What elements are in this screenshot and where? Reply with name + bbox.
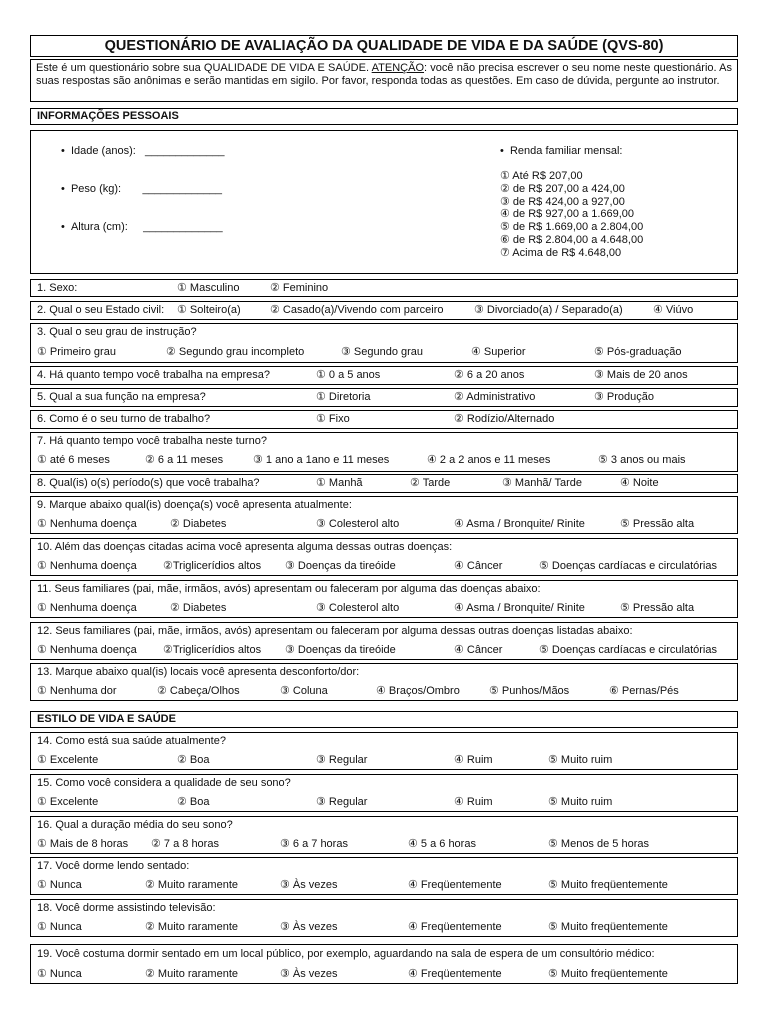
question-12 (30, 622, 738, 660)
answer-option[interactable]: ① Diretoria (316, 391, 371, 403)
question-9 (30, 496, 738, 534)
answer-option[interactable]: ① Nenhuma dor (37, 685, 117, 697)
question-text: 6. Como é o seu turno de trabalho? (37, 413, 211, 425)
answer-option[interactable]: ④ Freqüentemente (408, 968, 502, 980)
answer-option[interactable]: ④ Asma / Bronquite/ Rinite (454, 602, 585, 614)
answer-option[interactable]: ① Nenhuma doença (37, 602, 137, 614)
answer-option[interactable]: ④ Noite (620, 477, 659, 489)
answer-option[interactable]: ③ Divorciado(a) / Separado(a) (474, 304, 623, 316)
question-text: 7. Há quanto tempo você trabalha neste turno? (37, 435, 267, 447)
answer-option[interactable]: ③ Colesterol alto (316, 518, 400, 530)
question-text: 17. Você dorme lendo sentado: (37, 860, 190, 872)
weight-label: Peso (kg): (70, 183, 122, 195)
answer-option[interactable]: ③ Regular (316, 754, 368, 766)
answer-option[interactable]: ③ 6 a 7 horas (280, 838, 348, 850)
answer-option[interactable]: ② Boa (177, 796, 210, 808)
answer-option[interactable]: ④ 2 a 2 anos e 11 meses (427, 454, 551, 466)
answer-option[interactable]: ② Segundo grau incompleto (166, 346, 305, 358)
answer-option[interactable]: ② Muito raramente (145, 879, 239, 891)
question-15 (30, 774, 738, 812)
question-text: 11. Seus familiares (pai, mãe, irmãos, avós) apresentam ou faleceram por alguma das doenças abaixo: (37, 583, 541, 595)
questionnaire-title: QUESTIONÁRIO DE AVALIAÇÃO DA QUALIDADE DE VIDA E DA SAÚDE (QVS-80) (30, 35, 738, 57)
answer-option[interactable]: ① Nunca (37, 968, 82, 980)
answer-option[interactable]: ① Solteiro(a) (177, 304, 241, 316)
question-text: 2. Qual o seu Estado civil: (37, 304, 165, 316)
question-text: 1. Sexo: (37, 282, 78, 294)
answer-option[interactable]: ②Triglicerídios altos (163, 644, 262, 656)
answer-option[interactable]: ⑤ Menos de 5 horas (548, 838, 649, 850)
answer-option[interactable]: ② Muito raramente (145, 921, 239, 933)
income-option[interactable]: ⑥ de R$ 2.804,00 a 4.648,00 (500, 233, 644, 246)
answer-option[interactable]: ③ Regular (316, 796, 368, 808)
answer-option[interactable]: ② Rodízio/Alternado (454, 413, 555, 425)
answer-option[interactable]: ② Tarde (410, 477, 451, 489)
answer-option[interactable]: ② 7 a 8 horas (151, 838, 219, 850)
answer-option[interactable]: ① até 6 meses (37, 454, 110, 466)
question-text: 5. Qual a sua função na empresa? (37, 391, 206, 403)
income-option[interactable]: ⑦ Acima de R$ 4.648,00 (500, 246, 622, 259)
answer-option[interactable]: ③ Produção (594, 391, 655, 403)
question-1 (30, 279, 738, 297)
income-option[interactable]: ③ de R$ 424,00 a 927,00 (500, 195, 625, 208)
answer-option[interactable]: ⑤ Muito freqüentemente (548, 968, 668, 980)
intro-text-1: Este é um questionário sobre sua QUALIDADE DE VIDA E SAÚDE. (36, 62, 370, 74)
section-personal-header: INFORMAÇÕES PESSOAIS (30, 108, 738, 125)
question-text: 14. Como está sua saúde atualmente? (37, 735, 226, 747)
answer-option[interactable]: ④ Superior (471, 346, 526, 358)
question-text: 13. Marque abaixo qual(is) locais você apresenta desconforto/dor: (37, 666, 360, 678)
question-18 (30, 899, 738, 937)
answer-option[interactable]: ③ Mais de 20 anos (594, 369, 688, 381)
answer-option[interactable]: ③ Segundo grau (341, 346, 424, 358)
answer-option[interactable]: ① Nunca (37, 921, 82, 933)
answer-option[interactable]: ① Fixo (316, 413, 350, 425)
question-text: 18. Você dorme assistindo televisão: (37, 902, 216, 914)
answer-option[interactable]: ② Diabetes (170, 518, 227, 530)
question-text: 9. Marque abaixo qual(is) doença(s) você apresenta atualmente: (37, 499, 352, 511)
answer-option[interactable]: ② Boa (177, 754, 210, 766)
question-7 (30, 432, 738, 472)
answer-option[interactable]: ① Nenhuma doença (37, 560, 137, 572)
answer-option[interactable]: ④ Câncer (454, 644, 503, 656)
answer-option[interactable]: ④ Asma / Bronquite/ Rinite (454, 518, 585, 530)
age-label: Idade (anos): (70, 145, 136, 157)
answer-option[interactable]: ① 0 a 5 anos (316, 369, 381, 381)
question-text: 12. Seus familiares (pai, mãe, irmãos, avós) apresentam ou faleceram por alguma dessas outras doenças listadas abaixo: (37, 625, 633, 637)
answer-option[interactable]: ② Feminino (270, 282, 329, 294)
weight-field[interactable]: • Peso (kg): _____________ (61, 183, 223, 195)
question-5 (30, 388, 738, 407)
weight-blank[interactable]: _____________ (142, 183, 223, 195)
answer-option[interactable]: ① Excelente (37, 796, 99, 808)
answer-option[interactable]: ③ 1 ano a 1ano e 11 meses (253, 454, 390, 466)
question-text: 19. Você costuma dormir sentado em um local público, por exemplo, aguardando na sala de espera de um consultório médico: (37, 948, 655, 960)
answer-option[interactable]: ④ Viúvo (653, 304, 694, 316)
height-blank[interactable]: _____________ (143, 221, 223, 233)
age-blank[interactable]: _____________ (144, 145, 225, 157)
question-text: 10. Além das doenças citadas acima você apresenta alguma dessas outras doenças: (37, 541, 453, 553)
answer-option[interactable]: ⑤ Muito freqüentemente (548, 879, 668, 891)
answer-option[interactable]: ⑤ Muito ruim (548, 796, 613, 808)
answer-option[interactable]: ④ Freqüentemente (408, 879, 502, 891)
intro-paragraph (30, 59, 738, 102)
answer-option[interactable]: ②Triglicerídios altos (163, 560, 262, 572)
answer-option[interactable]: ② Cabeça/Olhos (157, 685, 240, 697)
answer-option[interactable]: ① Manhã (316, 477, 363, 489)
answer-option[interactable]: ⑤ Muito freqüentemente (548, 921, 668, 933)
answer-option[interactable]: ⑤ Pressão alta (620, 518, 695, 530)
answer-option[interactable]: ③ Coluna (280, 685, 328, 697)
answer-option[interactable]: ③ Manhã/ Tarde (502, 477, 582, 489)
answer-option[interactable]: ⑤ 3 anos ou mais (598, 454, 686, 466)
answer-option[interactable]: ④ Freqüentemente (408, 921, 502, 933)
question-4 (30, 366, 738, 385)
question-text: 15. Como você considera a qualidade de seu sono? (37, 777, 291, 789)
question-13 (30, 663, 738, 701)
answer-option[interactable]: ③ Colesterol alto (316, 602, 400, 614)
answer-option[interactable]: ⑤ Pressão alta (620, 602, 695, 614)
answer-option[interactable]: ③ Às vezes (280, 921, 338, 933)
height-label: Altura (cm): (70, 221, 128, 233)
answer-option[interactable]: ① Mais de 8 horas (37, 838, 129, 850)
answer-option[interactable]: ③ Às vezes (280, 968, 338, 980)
answer-option[interactable]: ② 6 a 20 anos (454, 369, 525, 381)
section-lifestyle-header: ESTILO DE VIDA E SAÚDE (30, 711, 738, 728)
answer-option[interactable]: ⑤ Muito ruim (548, 754, 613, 766)
answer-option[interactable]: ④ Ruim (454, 754, 493, 766)
answer-option[interactable]: ① Excelente (37, 754, 99, 766)
answer-option[interactable]: ② Administrativo (454, 391, 536, 403)
income-option[interactable]: ① Até R$ 207,00 (500, 170, 583, 182)
question-17 (30, 857, 738, 895)
answer-option[interactable]: ② Casado(a)/Vivendo com parceiro (270, 304, 444, 316)
answer-option[interactable]: ② 6 a 11 meses (145, 454, 224, 466)
answer-option[interactable]: ③ Às vezes (280, 879, 338, 891)
answer-option[interactable]: ① Nenhuma doença (37, 644, 137, 656)
answer-option[interactable]: ⑥ Pernas/Pés (609, 685, 679, 697)
personal-info-panel (30, 130, 738, 274)
question-8 (30, 474, 738, 493)
answer-option[interactable]: ⑤ Punhos/Mãos (489, 685, 570, 697)
age-field[interactable]: • Idade (anos): _____________ (61, 145, 225, 157)
answer-option[interactable]: ① Nunca (37, 879, 82, 891)
answer-option[interactable]: ④ 5 a 6 horas (408, 838, 476, 850)
question-6 (30, 410, 738, 429)
intro-text-2: : você não precisa escrever o seu nome neste questionário. As suas respostas são anônimas e serão mantidas em sigilo. Por favor, responda todas as questões. Em caso de dúvida, pergunte ao instrutor. (36, 62, 733, 87)
income-option[interactable]: ⑤ de R$ 1.669,00 a 2.804,00 (500, 221, 644, 234)
question-14 (30, 732, 738, 770)
income-option[interactable]: ② de R$ 207,00 a 424,00 (500, 182, 625, 195)
answer-option[interactable]: ⑤ Doenças cardíacas e circulatórias (539, 560, 717, 572)
answer-option[interactable]: ② Diabetes (170, 602, 227, 614)
question-11 (30, 580, 738, 618)
question-19 (30, 944, 738, 984)
height-field[interactable]: • Altura (cm): _____________ (61, 221, 223, 233)
answer-option[interactable]: ② Muito raramente (145, 968, 239, 980)
income-option[interactable]: ④ de R$ 927,00 a 1.669,00 (500, 208, 635, 221)
question-3 (30, 323, 738, 363)
question-16 (30, 816, 738, 854)
answer-option[interactable]: ① Primeiro grau (37, 346, 116, 358)
intro-attention: ATENÇÃO (371, 62, 425, 74)
answer-option[interactable]: ① Nenhuma doença (37, 518, 137, 530)
answer-option[interactable]: ④ Braços/Ombro (376, 685, 460, 697)
answer-option[interactable]: ③ Doenças da tireóide (285, 560, 396, 572)
question-text: 4. Há quanto tempo você trabalha na empresa? (37, 369, 270, 381)
income-options (500, 170, 643, 260)
question-text: 3. Qual o seu grau de instrução? (37, 326, 197, 338)
answer-option[interactable]: ③ Doenças da tireóide (285, 644, 396, 656)
answer-option[interactable]: ④ Ruim (454, 796, 493, 808)
question-text: 16. Qual a duração média do seu sono? (37, 819, 233, 831)
answer-option[interactable]: ① Masculino (177, 282, 240, 294)
answer-option[interactable]: ④ Câncer (454, 560, 503, 572)
answer-option[interactable]: ⑤ Doenças cardíacas e circulatórias (539, 644, 717, 656)
income-label: • Renda familiar mensal: (500, 145, 623, 157)
answer-option[interactable]: ⑤ Pós-graduação (594, 346, 682, 358)
question-2 (30, 301, 738, 320)
question-10 (30, 538, 738, 576)
question-text: 8. Qual(is) o(s) período(s) que você trabalha? (37, 477, 260, 489)
